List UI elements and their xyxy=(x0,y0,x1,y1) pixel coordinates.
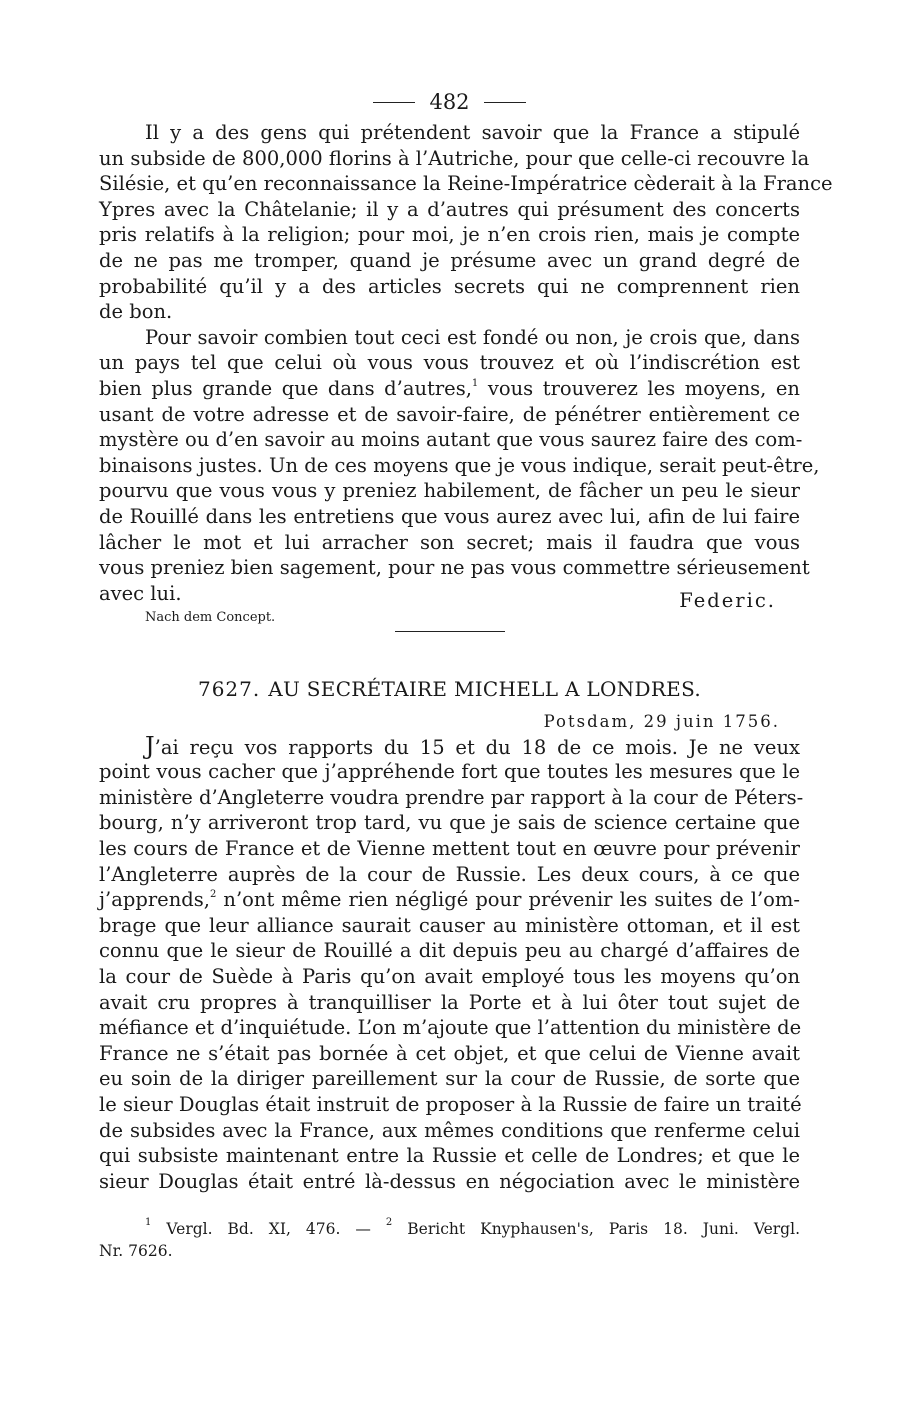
header-dash-left xyxy=(373,102,415,103)
text-line: de Rouillé dans les entretiens que vous aurez avec lui, afin de lui faire xyxy=(99,504,800,528)
text-line: Silésie, et qu’en reconnaissance la Reine-Impératrice cèderait à la France xyxy=(99,172,833,196)
text-line: un pays tel que celui où vous vous trouvez et où l’indiscrétion est xyxy=(99,351,800,375)
text-segment: ’ai reçu vos rapports du 15 et du 18 de ce mois. Je ne veux xyxy=(154,735,800,759)
text-line: usant de votre adresse et de savoir-faire, de pénétrer entièrement ce xyxy=(99,402,800,426)
text-line: la cour de Suède à Paris qu’on avait employé tous les moyens qu’on xyxy=(99,965,800,989)
text-line: ministère d’Angleterre voudra prendre par rapport à la cour de Péters- xyxy=(99,785,804,809)
text-line: l’Angleterre auprès de la cour de Russie. Les deux cours, à ce que xyxy=(99,862,800,886)
closing-row xyxy=(99,581,800,612)
text-line: pris relatifs à la religion; pour moi, je n’en crois rien, mais je compte xyxy=(99,223,800,247)
letter-title xyxy=(99,674,800,704)
text-line: binaisons justes. Un de ces moyens que je vous indique, serait peut-être, xyxy=(99,453,820,477)
paragraph-1 xyxy=(99,120,833,325)
footnotes xyxy=(99,1218,800,1262)
dateline: Potsdam, 29 juin 1756. xyxy=(543,711,780,731)
text-line: Il y a des gens qui prétendent savoir que la France a stipulé xyxy=(145,121,800,144)
text-line: de bon. xyxy=(99,300,173,324)
concept-row xyxy=(99,607,800,627)
page-number: 482 xyxy=(429,90,470,114)
text-line: vous preniez bien sagement, pour ne pas vous commettre sérieusement xyxy=(99,556,810,580)
text-line: de subsides avec la France, aux mêmes conditions que renferme celui xyxy=(99,1118,800,1142)
page xyxy=(99,84,833,1262)
text-line: mystère ou d’en savoir au moins autant que vous saurez faire des com- xyxy=(99,428,803,452)
text-line-with-footnote xyxy=(99,887,800,913)
text-line: avec lui. xyxy=(99,581,182,605)
paragraph-2 xyxy=(99,325,820,612)
text-line: France ne s’était pas bornée à cet objet, et que celui de Vienne avait xyxy=(99,1041,800,1065)
text-line: connu que le sieur de Rouillé a dit depuis peu au chargé d’affaires de xyxy=(99,939,800,963)
text-line: le sieur Douglas était instruit de proposer à la Russie de faire un traité xyxy=(99,1093,802,1116)
text-line: avait cru propres à tranquilliser la Porte et à lui ôter tout sujet de xyxy=(99,990,800,1014)
text-line: bourg, n’y arriveront trop tard, vu que je sais de science certaine que xyxy=(99,811,800,835)
text-line: Pour savoir combien tout ceci est fondé ou non, je crois que, dans xyxy=(145,325,800,349)
text-line: brage que leur alliance saurait causer au ministère ottoman, et il est xyxy=(99,913,800,937)
letter-body xyxy=(99,731,804,1195)
footnote-text-1: Vergl. Bd. XI, 476. — xyxy=(151,1220,386,1239)
page-header xyxy=(99,84,800,120)
text-line: lâcher le mot et lui arracher son secret; mais il faudra que vous xyxy=(99,530,800,554)
text-line: de ne pas me tromper, quand je présume avec un grand degré de xyxy=(99,248,800,272)
concept-note: Nach dem Concept. xyxy=(145,609,276,625)
text-line: pourvu que vous vous y preniez habilement, de fâcher un peu le sieur xyxy=(99,479,800,503)
text-segment: bien plus grande que dans d’autres, xyxy=(99,376,472,400)
signature: Federic. xyxy=(679,588,776,612)
footnote-mark-2: 2 xyxy=(385,1217,393,1229)
text-line: méfiance et d’inquiétude. L’on m’ajoute que l’attention du ministère de xyxy=(99,1016,802,1040)
footnote-ref-1[interactable]: 1 xyxy=(471,377,479,389)
text-line: un subside de 800,000 florins à l’Autriche, pour que celle-ci recouvre la xyxy=(99,146,810,170)
footnote-line xyxy=(99,1218,800,1240)
text-line: point vous cacher que j’appréhende fort que toutes les mesures que le xyxy=(99,760,800,784)
text-line: sieur Douglas était entré là-dessus en négociation avec le ministère xyxy=(99,1169,800,1193)
letter-number: 7627. xyxy=(197,676,261,701)
text-line-first xyxy=(99,731,800,760)
footnote-text-2: Bericht Knyphausen's, Paris 18. Juni. Vergl. xyxy=(392,1220,800,1239)
text-line: Ypres avec la Châtelanie; il y a d’autres qui présument des concerts xyxy=(99,197,800,221)
footnote-line: Nr. 7626. xyxy=(99,1242,173,1261)
text-line: qui subsiste maintenant entre la Russie et celle de Londres; et que le xyxy=(99,1144,800,1168)
footnote-ref-2[interactable]: 2 xyxy=(209,889,217,901)
text-segment: j’apprends, xyxy=(99,888,210,912)
text-line-with-footnote xyxy=(99,376,800,402)
section-divider xyxy=(395,631,505,632)
text-segment: vous trouverez les moyens, en xyxy=(478,376,800,400)
footnote-mark-1: 1 xyxy=(145,1217,152,1229)
text-segment: n’ont même rien négligé pour prévenir les suites de l’om- xyxy=(216,888,800,912)
drop-cap: J xyxy=(145,731,155,760)
letter-heading: AU SECRÉTAIRE MICHELL A LONDRES. xyxy=(268,676,702,701)
text-line: eu soin de la diriger pareillement sur la cour de Russie, de sorte que xyxy=(99,1067,800,1091)
text-line: probabilité qu’il y a des articles secrets qui ne comprennent rien xyxy=(99,274,800,298)
header-dash-right xyxy=(484,102,526,103)
text-line: les cours de France et de Vienne mettent tout en œuvre pour prévenir xyxy=(99,837,800,861)
